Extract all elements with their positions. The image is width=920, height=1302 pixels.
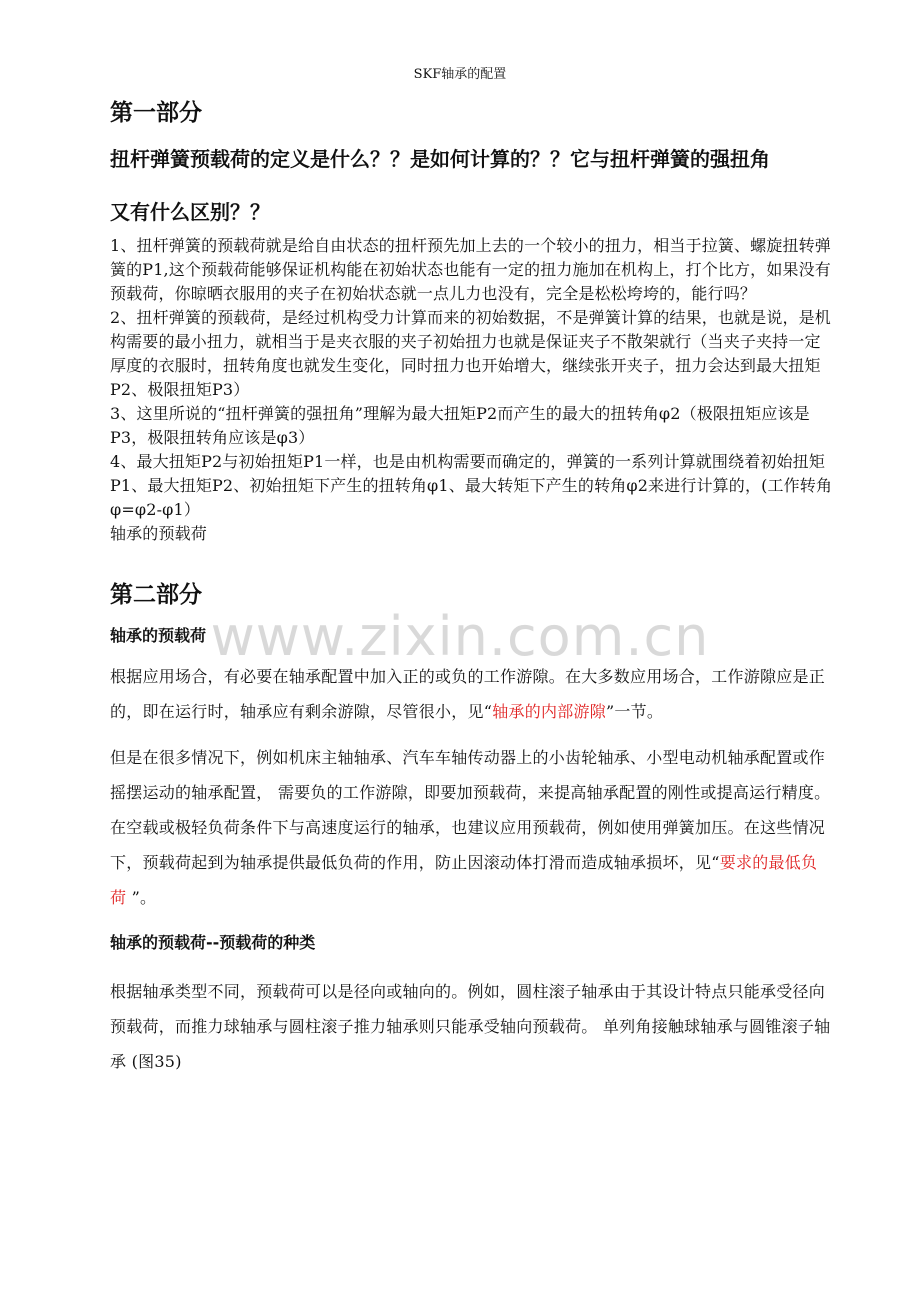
- paragraph-clearance-text: 根据应用场合，有必要在轴承配置中加入正的或负的工作游隙。在大多数应用场合，工作游隙应是正的，即在运行时，轴承应有剩余游隙，尽管很小，见“: [110, 667, 826, 721]
- question-heading-line1: 扭杆弹簧预载荷的定义是什么？？是如何计算的？？它与扭杆弹簧的强扭角: [110, 147, 770, 171]
- answer-item-1: 1、扭杆弹簧的预载荷就是给自由状态的扭杆预先加上去的一个较小的扭力，相当于拉簧、螺旋扭转弹簧的P1,这个预载荷能够保证机构能在初始状态也能有一定的扭力施加在机构上，打个比方，如果没有预载荷，你晾晒衣服用的夹子在初始状态就一点儿力也没有，完全是松松垮垮的，能行吗？: [110, 236, 831, 303]
- subheading-bearing-preload: 轴承的预载荷: [110, 626, 207, 645]
- watermark-text: www.zixin.com.cn: [210, 605, 710, 668]
- subheading-preload-types: 轴承的预载荷--预载荷的种类: [110, 933, 316, 952]
- answer-list: [110, 234, 835, 546]
- paragraph-clearance: [110, 659, 832, 729]
- paragraph-clearance-end: ”一节。: [605, 702, 664, 721]
- answer-item-3: 3、这里所说的“扭杆弹簧的强扭角”理解为最大扭矩P2而产生的最大的扭转角φ2（极限扭矩应该是P3，极限扭转角应该是φ3）: [110, 404, 810, 447]
- paragraph-preload-end: ”。: [131, 888, 157, 907]
- link-internal-clearance[interactable]: 轴承的内部游隙: [492, 702, 606, 721]
- page-header: SKF轴承的配置: [413, 67, 507, 82]
- bearing-preload-line: 轴承的预载荷: [110, 524, 207, 543]
- part1-heading: 第一部分: [110, 99, 202, 126]
- link-minimum-load[interactable]: 要求的最低负荷: [110, 853, 818, 907]
- paragraph-preload: [110, 740, 832, 915]
- answer-item-2: 2、扭杆弹簧的预载荷，是经过机构受力计算而来的初始数据，不是弹簧计算的结果，也就是说，是机构需要的最小扭力，就相当于是夹衣服的夹子初始扭力也就是保证夹子不散架就行（当夹子夹持一定厚度的衣服时，扭转角度也就发生变化，同时扭力也开始增大，继续张开夹子，扭力会达到最大扭矩P2、极限扭矩P3）: [110, 308, 831, 399]
- part2-heading: 第二部分: [110, 581, 202, 608]
- answer-item-4: 4、最大扭矩P2与初始扭矩P1一样，也是由机构需要而确定的，弹簧的一系列计算就围绕着初始扭矩P1、最大扭矩P2、初始扭矩下产生的扭转角φ1、最大转矩下产生的转角φ2来进行计算的，(工作转角φ=φ2-φ1）: [110, 452, 833, 519]
- question-heading-line2: 又有什么区别？？: [110, 200, 270, 224]
- paragraph-preload-text: 但是在很多情况下，例如机床主轴轴承、汽车车轴传动器上的小齿轮轴承、小型电动机轴承配置或作摇摆运动的轴承配置， 需要负的工作游隙，即要加预载荷，来提高轴承配置的刚性或提高运行精度。在空载或极轻负荷条件下与高速度运行的轴承，也建议应用预载荷，例如使用弹簧加压。在这些情况下，预载荷起到为轴承提供最低负荷的作用，防止因滚动体打滑而造成轴承损坏，见“: [110, 748, 831, 872]
- paragraph-preload-types: 根据轴承类型不同，预载荷可以是径向或轴向的。例如，圆柱滚子轴承由于其设计特点只能承受径向预载荷，而推力球轴承与圆柱滚子推力轴承则只能承受轴向预载荷。 单列角接触球轴承与圆锥滚子轴承 (图35): [110, 982, 831, 1071]
